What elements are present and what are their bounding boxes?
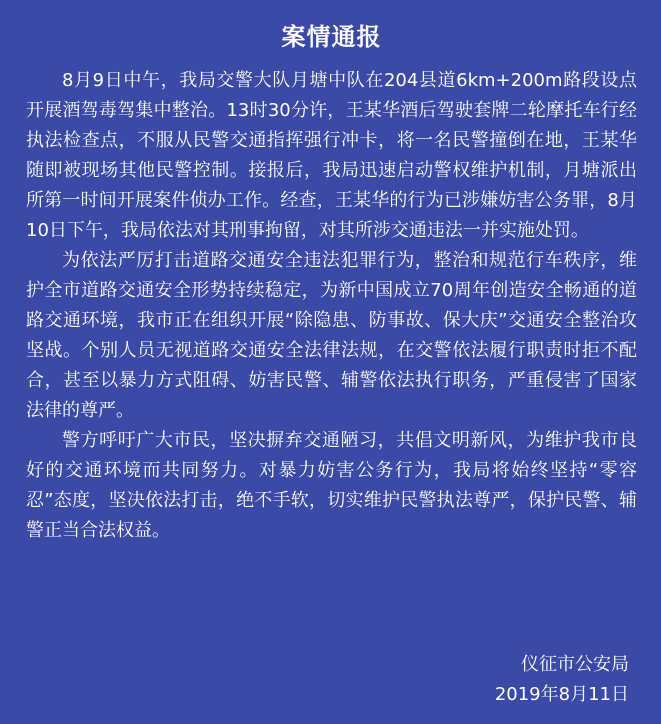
issuer-name: 仪征市公安局: [521, 654, 629, 675]
paragraph-incident: 8月9日中午，我局交警大队月塘中队在204县道6km+200m路段设点开展酒驾毒驾集中整治。13时30分许，王某华酒后驾驶套牌二轮摩托车行经执法检查点，不服从民警交通指挥强行冲卡，将一名民警撞倒在地，王某华随即被现场其他民警控制。接报后，我局迅速启动警权维护机制，月塘派出所第一时间开展案件侦办工作。经查，王某华的行为已涉嫌妨害公务罪，8月10日下午，我局依法对其刑事拘留，对其所涉交通违法一并实施处罚。: [26, 70, 637, 241]
signature-block: [495, 650, 629, 710]
paragraph-appeal: 警方呼吁广大市民，坚决摒弃交通陋习，共倡文明新风，为维护我市良好的交通环境而共同努力。对暴力妨害公务行为，我局将始终坚持“零容忍”态度，坚决依法打击，绝不手软，切实维护民警执法尊严，保护民警、辅警正当合法权益。: [26, 430, 637, 541]
paragraph-campaign: 为依法严厉打击道路交通安全违法犯罪行为，整治和规范行车秩序，维护全市道路交通安全形势持续稳定，为新中国成立70周年创造安全畅通的道路交通环境，我市正在组织开展“除隐患、防事故、保大庆”交通安全整治攻坚战。个别人员无视道路交通安全法律法规，在交警依法履行职责时拒不配合，甚至以暴力方式阻碍、妨害民警、辅警依法执行职务，严重侵害了国家法律的尊严。: [26, 250, 637, 421]
issue-date: 2019年8月11日: [494, 684, 629, 705]
page-title: 案情通报: [281, 23, 382, 51]
